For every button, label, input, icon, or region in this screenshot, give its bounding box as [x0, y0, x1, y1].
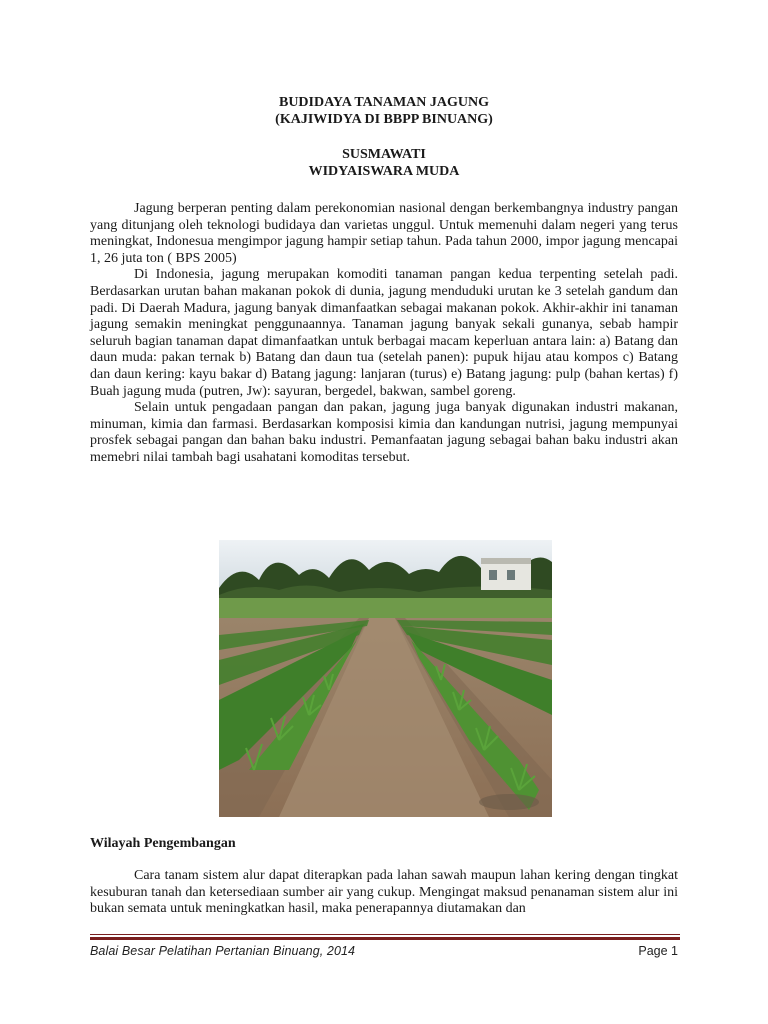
intro-text [90, 201, 678, 467]
author-position: WIDYAISWARA MUDA [308, 163, 460, 179]
document-subtitle: (KAJIWIDYA DI BBPP BINUANG) [275, 111, 493, 127]
paragraph: Jagung berperan penting dalam perekonomian nasional dengan berkembangnya industry pangan yang ditunjang oleh teknologi budidaya dan varietas unggul. Untuk memenuhi dalam negeri yang terus meningkat, Indonesua mengimpor jagung hampir setiap tahun. Pada tahun 2000, impor jagung mencapai 1, 26 juta ton ( BPS 2005) [90, 201, 678, 266]
page-number: Page 1 [638, 944, 678, 958]
paragraph: Selain untuk pengadaan pangan dan pakan, jagung juga banyak digunakan industri makanan, minuman, kimia dan farmasi. Berdasarkan komposisi kimia dan kandungan nutrisi, jagung mempunyai prosfek sebagai pangan dan bahan baku industri. Pemanfaatan jagung sebagai bahan baku industri akan memebri nilai tambah bagi usahatani komoditas tersebut. [90, 400, 678, 465]
paragraph: Di Indonesia, jagung merupakan komoditi tanaman pangan kedua terpenting setelah padi. Berdasarkan urutan bahan makanan pokok di dunia, jagung menduduki urutan ke 3 setelah gandum dan padi. Di Daerah Madura, jagung banyak dimanfaatkan sebagai makanan pokok. Akhir-akhir ini tanaman jagung semakin meningkat penggunaannya. Tanaman jagung banyak sekali gunanya, sebab hampir seluruh bagian tanaman dapat dimanfaatkan untuk berbagai macam keperluan antara lain: a) Batang dan daun muda: pakan ternak b) Batang dan daun tua (setelah panen): pupuk hijau atau kompos c) Batang dan daun kering: kayu bakar d) Batang jagung: lanjaran (turus) e) Batang jagung: pulp (bahan kertas) f) Buah jagung muda (putren, Jw): sayuran, bergedel, bakwan, sambel goreng. [90, 267, 678, 399]
footer-institution: Balai Besar Pelatihan Pertanian Binuang, 2014 [90, 944, 356, 958]
author-block [0, 147, 768, 180]
title-block [0, 95, 768, 128]
author-name: SUSMAWATI [342, 147, 426, 162]
document-title: BUDIDAYA TANAMAN JAGUNG [278, 95, 490, 110]
section-heading: Wilayah Pengembangan [90, 836, 236, 851]
footer-divider-thick [90, 937, 680, 940]
section-text [90, 868, 678, 918]
paragraph: Cara tanam sistem alur dapat diterapkan pada lahan sawah maupun lahan kering dengan tingkat kesuburan tanah dan ketersediaan sumber air yang cukup. Mengingat maksud penanaman sistem alur ini bukan semata untuk meningkatkan hasil, maka penerapannya diutamakan dan [90, 868, 678, 917]
corn-field-photo [219, 540, 552, 817]
footer-divider [90, 934, 680, 935]
